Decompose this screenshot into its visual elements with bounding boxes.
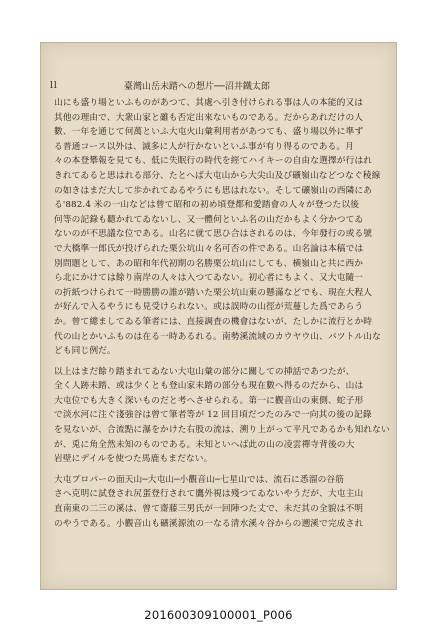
text-line: ないのが不思議な位である。山名に就て思ひ合はされるのは、今年發行の或る號 (54, 229, 373, 240)
image-caption: 201600309100001_P006 (144, 608, 293, 622)
text-line: 大屯位でも大きく深いものだと考へさせられる。第一に觀音山の東側、蛇子形 (54, 395, 364, 406)
text-line: で淡水河に注ぐ淺強谷は曾て筆者等が 12 回目頃だつたのみで一向其の後の記錄 (54, 410, 372, 421)
text-line: 山にも盛り場といふものがあつて、其處へ引き付けられる事は人の本能的又は (54, 98, 364, 108)
text-line: 岩壁にデイルを使つた馬鹿もまだない。 (54, 454, 213, 465)
text-line: 其他の理由で、大衆山家と雖も否定出來ないものである。だからあれだけの人 (54, 112, 364, 123)
text-line: 數、一年を通じて何萬といふ大屯火山彙利用者があつても、盛り場以外に準ず (54, 127, 364, 138)
text-line: 全く人跡未踏、或は少くとも登山家未踏の部分も現在數へ得るのだから、山は (54, 381, 364, 392)
text-line: さへ克明に試登され尻蛋登行されて鷹外視は殘つてゐないやうだが、大屯主山 (54, 489, 364, 500)
text-line: が、兎に角全然未知のものである。未知といへば此の山の凌雲禪寺背後の大 (54, 439, 355, 450)
text-line: ら北にかけては餘り南岸の人々は入つてゐない。初心者にもよく、又大屯隨一 (54, 273, 364, 284)
text-line: る普通コース以外は、滅多に人が行かないといふ事が有り得るのである。月 (54, 141, 355, 152)
text-line: か。曾て總ましてゐる筆者には、直接調査の機會はないが、たしかに流行とか時 (54, 316, 373, 327)
text-line: 代の山とかいふものは在る一時あるれる。南勢溪流域のカウヤウ山、バツトル山な (54, 331, 381, 342)
text-line: 大屯プロパーの面天山─大屯山─小觀音山─七星山では、流石に悉溜の谷筋 (54, 474, 345, 485)
text-line: の折紙つけられて一時勝勝の誰が踏いた栗公坑山東の懸滿などでも、現在大程人 (54, 287, 373, 298)
text-line: ども同じ例だ。 (54, 346, 116, 357)
page-number: ll (50, 81, 58, 91)
text-line: のやうである。小觀音山も礦溪源流の一なる清水溪々谷からの遡溪で完成され (54, 518, 364, 529)
text-line: る'882.4 米の一山などは曾て昭和の初め頃登都和愛踏會の人々が登つた以後 (54, 200, 360, 211)
text-line: 以上はまだ餘り踏まれてゐない大屯山彙の部分に關しての挿話であつたが、 (54, 366, 355, 377)
text-line: で大橋準一郎氏が投げられた栗公坑山々名可否の件である。山名論は本稿では (54, 243, 364, 254)
text-line: の如きはまだ大して歩かれてゐるやうにも思はれない。そして礦嶺山の西隣にあ (54, 185, 373, 196)
body-text (54, 96, 392, 531)
text-line: 々の本登攀報を見ても、低に失眠行の時代を經てハイキーの自由な選擇が行はれ (54, 156, 373, 167)
text-line: 直南東の二三の溪は、曾て齋藤三男氏が一回陣つた丈で、未だ其の全貌は不明 (54, 504, 364, 515)
text-line: を見ないが、合流點に瀑をかけた右股の流は、溯り上がって平凡であるかも知れない (54, 425, 390, 436)
text-line: きれてゐると思はれる部分、たとへば大屯山から大尖山及び礦嶺山などつなぐ稜線 (54, 170, 381, 181)
text-line: 別問題として、あの昭和年代初期の名勝栗公坑山にしても、横嶺山と共に西か (54, 258, 364, 269)
text-line: が好んで入るやうにも見受けられない。或は誤時の山徑が荒蔓した爲であらう (54, 302, 364, 313)
running-header: 臺灣山岳未踏への想片──沼井鐵太郎 (124, 82, 270, 92)
text-line: 何等の記錄も聽かれてゐないし、又一體何といふ名の山だかもよく分かつてゐ (54, 214, 364, 225)
